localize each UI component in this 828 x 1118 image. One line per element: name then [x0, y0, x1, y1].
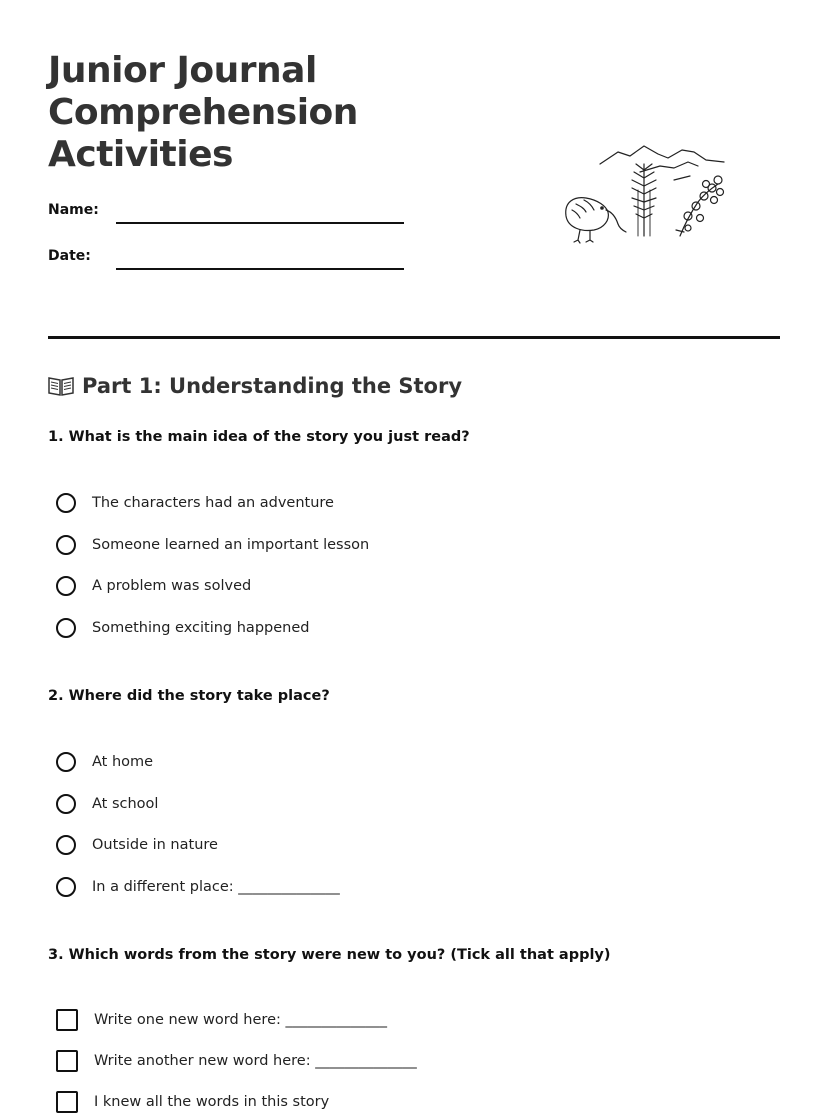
option-label: A problem was solved — [92, 578, 252, 594]
option-label: Outside in nature — [92, 837, 218, 853]
checkbox[interactable] — [56, 1009, 78, 1031]
flowers-icon — [676, 176, 724, 236]
worksheet-title — [48, 50, 358, 176]
title-line-2: Comprehension — [48, 92, 358, 133]
kiwi-bird-icon — [566, 198, 626, 243]
section-divider — [48, 336, 780, 339]
question-1-option-4[interactable] — [56, 614, 309, 642]
part-1-heading — [48, 374, 462, 398]
question-3-option-1[interactable] — [56, 1006, 387, 1034]
radio-button[interactable] — [56, 877, 76, 897]
option-label: In a different place: ______________ — [92, 879, 340, 895]
question-2-option-2[interactable] — [56, 790, 158, 818]
name-label: Name: — [48, 202, 99, 218]
radio-button[interactable] — [56, 576, 76, 596]
question-1-option-1[interactable] — [56, 489, 334, 517]
radio-button[interactable] — [56, 752, 76, 772]
fern-icon — [632, 164, 656, 236]
radio-button[interactable] — [56, 493, 76, 513]
mountains-icon — [600, 146, 724, 164]
name-field[interactable] — [48, 202, 408, 226]
checkbox[interactable] — [56, 1091, 78, 1113]
option-label: Write another new word here: ______________ — [94, 1053, 417, 1069]
option-label: The characters had an adventure — [92, 495, 334, 511]
radio-button[interactable] — [56, 535, 76, 555]
radio-button[interactable] — [56, 794, 76, 814]
kiwi-fern-flowers-mountains-illustration — [556, 140, 732, 250]
option-label: I knew all the words in this story — [94, 1094, 330, 1110]
name-write-line[interactable] — [116, 222, 404, 224]
question-2-option-4[interactable] — [56, 873, 340, 901]
question-2: 2. Where did the story take place? — [48, 688, 330, 704]
date-write-line[interactable] — [116, 268, 404, 270]
question-3-option-2[interactable] — [56, 1047, 417, 1075]
question-2-option-3[interactable] — [56, 831, 218, 859]
title-line-1: Junior Journal — [48, 50, 317, 91]
option-label: Something exciting happened — [92, 620, 310, 636]
title-line-3: Activities — [48, 134, 233, 175]
radio-button[interactable] — [56, 618, 76, 638]
open-book-icon — [48, 376, 74, 396]
checkbox[interactable] — [56, 1050, 78, 1072]
date-label: Date: — [48, 248, 91, 264]
part-1-heading-text: Part 1: Understanding the Story — [82, 374, 463, 398]
question-3-option-3[interactable] — [56, 1088, 329, 1116]
option-label: Write one new word here: ______________ — [94, 1012, 387, 1028]
question-1: 1. What is the main idea of the story you just read? — [48, 429, 470, 445]
question-3: 3. Which words from the story were new to you? (Tick all that apply) — [48, 947, 611, 963]
question-1-option-2[interactable] — [56, 531, 369, 559]
question-1-option-3[interactable] — [56, 572, 251, 600]
option-label: At school — [92, 796, 159, 812]
option-label: At home — [92, 754, 154, 770]
radio-button[interactable] — [56, 835, 76, 855]
option-label: Someone learned an important lesson — [92, 537, 370, 553]
question-2-option-1[interactable] — [56, 748, 153, 776]
date-field[interactable] — [48, 248, 408, 272]
